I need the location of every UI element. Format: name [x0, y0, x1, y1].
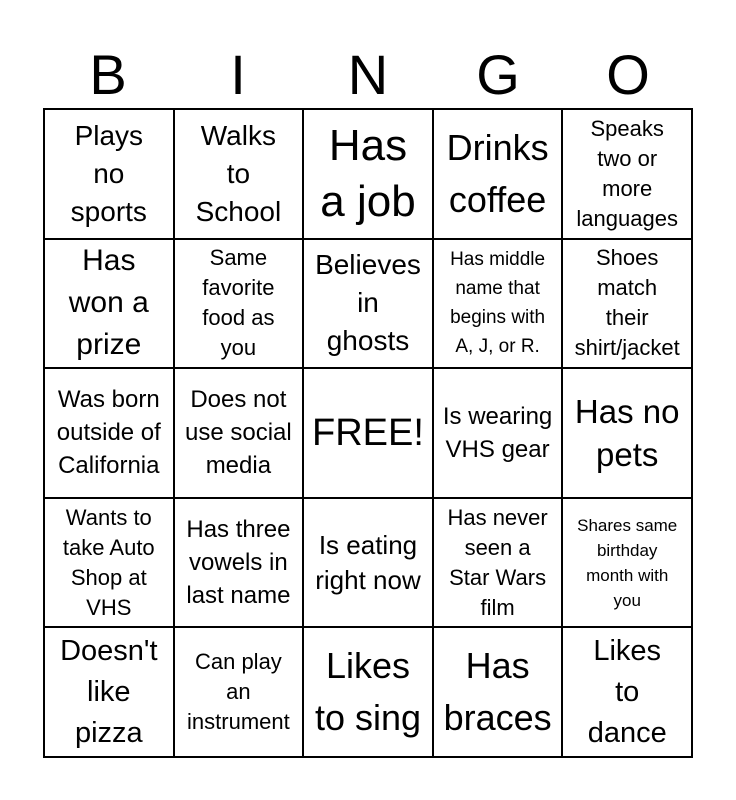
cell-text: Has braces: [443, 645, 552, 739]
bingo-header: [43, 42, 693, 108]
cell-text: Believes in ghosts: [315, 249, 421, 357]
bingo-cell[interactable]: [174, 627, 304, 757]
cell-text: Speaks two or more languages: [576, 115, 678, 231]
bingo-cell[interactable]: [433, 368, 563, 498]
cell-text: Doesn't like pizza: [60, 634, 158, 749]
bingo-cell[interactable]: [562, 239, 692, 369]
bingo-cell[interactable]: [562, 109, 692, 239]
bingo-board: [43, 108, 693, 758]
bingo-cell[interactable]: [562, 368, 692, 498]
header-letter-b: B: [89, 43, 127, 106]
bingo-cell[interactable]: [44, 239, 174, 369]
bingo-cell[interactable]: [44, 627, 174, 757]
header-letter-o: O: [606, 43, 650, 106]
cell-text: Walks to School: [195, 119, 282, 227]
bingo-cell[interactable]: [562, 627, 692, 757]
bingo-cell[interactable]: [303, 498, 433, 628]
cell-text: Does not use social media: [185, 386, 292, 480]
cell-text: Has a job: [320, 120, 416, 226]
cell-text: Has won a prize: [68, 244, 149, 362]
free-space-label: FREE!: [312, 411, 424, 454]
cell-text: Likes to sing: [314, 645, 422, 739]
bingo-cell[interactable]: [44, 109, 174, 239]
bingo-cell[interactable]: [562, 498, 692, 628]
cell-text: Is eating right now: [315, 529, 421, 595]
header-letter-i: I: [230, 43, 246, 106]
bingo-cell[interactable]: [433, 109, 563, 239]
bingo-cell[interactable]: [303, 239, 433, 369]
cell-text: Was born outside of California: [56, 386, 161, 480]
bingo-cell[interactable]: [174, 368, 304, 498]
cell-text: Is wearing VHS gear: [442, 402, 553, 463]
cell-text: Has middle name that begins with A, J, or R.: [450, 249, 546, 358]
bingo-cell[interactable]: [303, 627, 433, 757]
cell-text: Can play an instrument: [187, 649, 290, 735]
cell-text: Has never seen a Star Wars film: [447, 504, 548, 620]
cell-text: Plays no sports: [70, 119, 147, 227]
cell-text: Shares same birthday month with you: [577, 515, 678, 610]
bingo-cell[interactable]: [44, 498, 174, 628]
cell-text: Same favorite food as you: [202, 245, 275, 361]
cell-text: Has three vowels in last name: [186, 516, 291, 610]
bingo-cell[interactable]: [174, 239, 304, 369]
bingo-cell[interactable]: [433, 627, 563, 757]
header-letter-g: G: [476, 43, 520, 106]
bingo-cell[interactable]: [433, 239, 563, 369]
cell-text: Likes to dance: [587, 634, 667, 749]
cell-text: Has no pets: [574, 392, 680, 473]
cell-text: Shoes match their shirt/jacket: [574, 245, 680, 361]
header-letter-n: N: [347, 43, 389, 106]
bingo-cell[interactable]: [174, 109, 304, 239]
bingo-cell[interactable]: [44, 368, 174, 498]
bingo-cell[interactable]: [303, 109, 433, 239]
bingo-cell[interactable]: [433, 498, 563, 628]
cell-text: Drinks coffee: [446, 126, 549, 220]
free-space[interactable]: [303, 368, 433, 498]
bingo-cell[interactable]: [174, 498, 304, 628]
cell-text: Wants to take Auto Shop at VHS: [62, 504, 155, 620]
